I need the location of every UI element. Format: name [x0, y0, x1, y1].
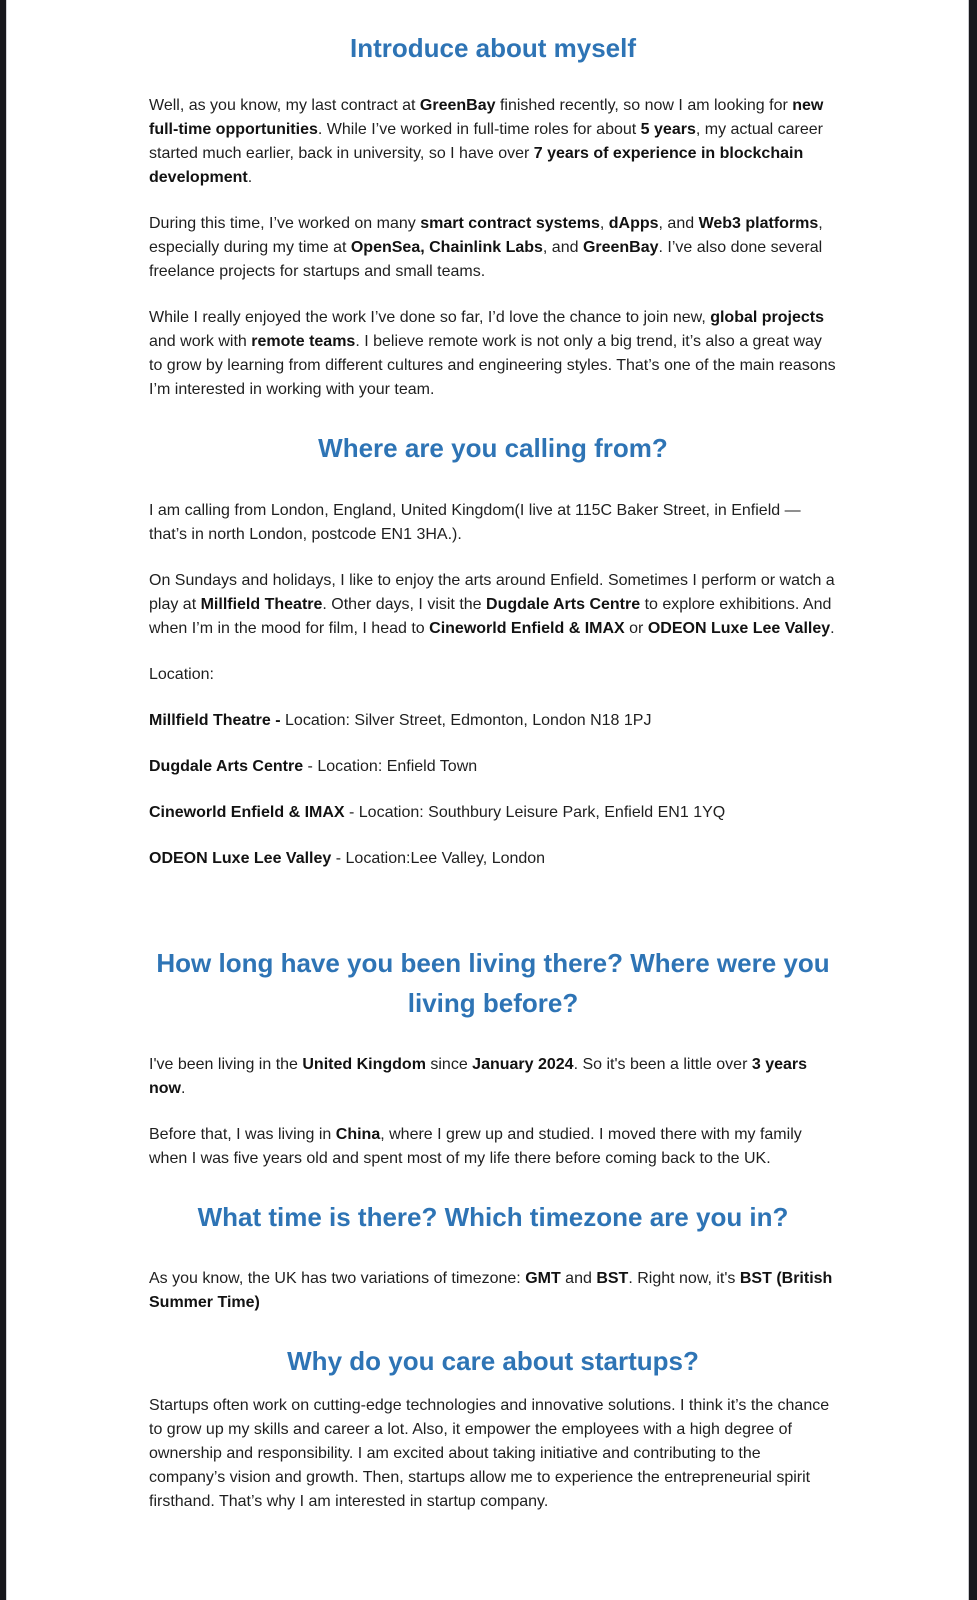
- location-item-cineworld: [149, 801, 837, 825]
- paragraph-startups: [149, 1394, 837, 1514]
- text-run: , my actual career started much earlier, back in university, so I have over: [149, 121, 823, 163]
- text-run: . Right now, it's: [628, 1270, 740, 1288]
- paragraph-living-china: [149, 1123, 837, 1171]
- bold-text-run: dApps: [608, 215, 659, 233]
- bold-text-run: January 2024: [472, 1056, 574, 1074]
- document-content: [149, 0, 837, 1514]
- bold-text-run: new full-time opportunities: [149, 97, 824, 139]
- text-run: Before that, I was living in: [149, 1126, 336, 1144]
- text-run: - Location: Enfield Town: [303, 757, 478, 775]
- text-run: I've been living in the: [149, 1056, 303, 1074]
- text-run: , where I grew up and studied. I moved there with my family when I was five years old and spent most of my life there before coming back to the UK.: [149, 1126, 802, 1168]
- bold-text-run: BST: [596, 1270, 629, 1288]
- text-run: . While I’ve worked in full-time roles for about: [317, 121, 641, 139]
- paragraph-timezone: [149, 1267, 837, 1315]
- left-edge-bar: [0, 0, 6, 1600]
- text-run: ,: [599, 215, 609, 233]
- heading-why-startups: [149, 1341, 837, 1381]
- document-page: [6, 0, 969, 1600]
- bold-text-run: GreenBay: [419, 97, 496, 115]
- bold-text-run: Cineworld Enfield & IMAX: [429, 619, 625, 637]
- text-run: or: [624, 619, 648, 637]
- bold-text-run: GreenBay: [582, 239, 659, 257]
- text-run: On Sundays and holidays, I like to enjoy the arts around Enfield. Sometimes I perform or watch a play at: [149, 571, 835, 613]
- bold-text-run: 3 years now: [149, 1056, 808, 1098]
- text-run: What time is there? Which timezone are you in?: [197, 1202, 789, 1233]
- paragraph-location-label: [149, 663, 837, 687]
- text-run: Why do you care about startups?: [287, 1346, 699, 1377]
- bold-text-run: 5 years: [640, 121, 696, 139]
- location-item-dugdale: [149, 755, 837, 779]
- text-run: , and: [542, 239, 583, 257]
- text-run: to explore exhibitions. And when I’m in the mood for film, I head to: [149, 595, 832, 637]
- text-run: As you know, the UK has two variations of timezone:: [149, 1270, 526, 1288]
- heading-how-long-living: [149, 943, 837, 1024]
- right-edge-bar: [969, 0, 977, 1600]
- text-run: Location:: [149, 665, 214, 683]
- text-run: .: [830, 619, 835, 637]
- paragraph-sundays-arts: [149, 569, 837, 641]
- bold-text-run: remote teams: [251, 333, 356, 351]
- text-run: , and: [658, 215, 699, 233]
- text-run: finished recently, so now I am looking for: [495, 97, 793, 115]
- text-run: .: [181, 1080, 186, 1098]
- paragraph-work-history: [149, 212, 837, 284]
- paragraph-remote-work: [149, 306, 837, 402]
- text-run: since: [425, 1056, 473, 1074]
- bold-text-run: GMT: [525, 1270, 561, 1288]
- text-run: Location: Silver Street, Edmonton, London N18 1PJ: [285, 711, 652, 729]
- bold-text-run: ODEON Luxe Lee Valley: [149, 849, 332, 867]
- bold-text-run: Web3 platforms: [698, 215, 819, 233]
- bold-text-run: ODEON Luxe Lee Valley: [647, 619, 831, 637]
- location-item-millfield: [149, 709, 837, 733]
- text-run: Where are you calling from?: [318, 433, 668, 464]
- bold-text-run: global projects: [710, 309, 824, 327]
- bold-text-run: smart contract systems: [420, 215, 600, 233]
- text-run: . I’ve also done several freelance projects for startups and small teams.: [149, 239, 823, 281]
- text-run: I am calling from London, England, United Kingdom(I live at 115C Baker Street, in Enfield — that’s in north London, postcode EN1 3HA.).: [149, 501, 801, 543]
- text-run: Startups often work on cutting-edge technologies and innovative solutions. I think it’s the chance to grow up my skills and career a lot. Also, it empower the employees with a high degree of ownership and responsibility. I am excited about taking initiative and contributing to the company’s vision and growth. Then, startups allow me to experience the entrepreneurial spirit firsthand. That’s why I am interested in startup company.: [149, 1396, 830, 1510]
- bold-text-run: Dugdale Arts Centre: [486, 595, 641, 613]
- bold-text-run: Millfield Theatre -: [149, 711, 286, 729]
- bold-text-run: BST (British Summer Time): [149, 1270, 833, 1312]
- heading-what-time: [149, 1197, 837, 1237]
- location-item-odeon: [149, 847, 837, 871]
- text-run: , especially during my time at: [149, 215, 823, 257]
- text-run: During this time, I’ve worked on many: [149, 215, 421, 233]
- bold-text-run: 7 years of experience in blockchain development: [149, 145, 804, 187]
- bold-text-run: United Kingdom: [302, 1056, 426, 1074]
- text-run: and: [560, 1270, 597, 1288]
- title-introduce-about-myself: [149, 28, 837, 68]
- bold-text-run: Millfield Theatre: [200, 595, 323, 613]
- text-run: - Location: Southbury Leisure Park, Enfield EN1 1YQ: [344, 803, 726, 821]
- text-run: How long have you been living there? Where were you living before?: [156, 947, 830, 1018]
- text-run: .: [247, 169, 253, 187]
- text-run: While I really enjoyed the work I’ve done so far, I’d love the chance to join new,: [149, 309, 711, 327]
- bold-text-run: Cineworld Enfield & IMAX: [149, 803, 345, 821]
- text-run: . So it's been a little over: [573, 1056, 752, 1074]
- paragraph-living-uk: [149, 1053, 837, 1101]
- text-run: Well, as you know, my last contract at: [149, 97, 420, 115]
- text-run: . I believe remote work is not only a big trend, it’s also a great way to grow by learning from different cultures and engineering styles. That’s one of the main reasons I’m interested in working with your team.: [149, 333, 836, 399]
- text-run: and work with: [149, 333, 252, 351]
- paragraph-last-contract: [149, 94, 837, 190]
- text-run: Introduce about myself: [349, 33, 637, 63]
- bold-text-run: OpenSea, Chainlink Labs: [350, 239, 543, 257]
- paragraph-calling-from: [149, 499, 837, 547]
- text-run: . Other days, I visit the: [322, 595, 487, 613]
- text-run: - Location:Lee Valley, London: [331, 849, 546, 867]
- bold-text-run: China: [335, 1126, 381, 1144]
- heading-where-calling-from: [149, 428, 837, 468]
- bold-text-run: Dugdale Arts Centre: [149, 757, 304, 775]
